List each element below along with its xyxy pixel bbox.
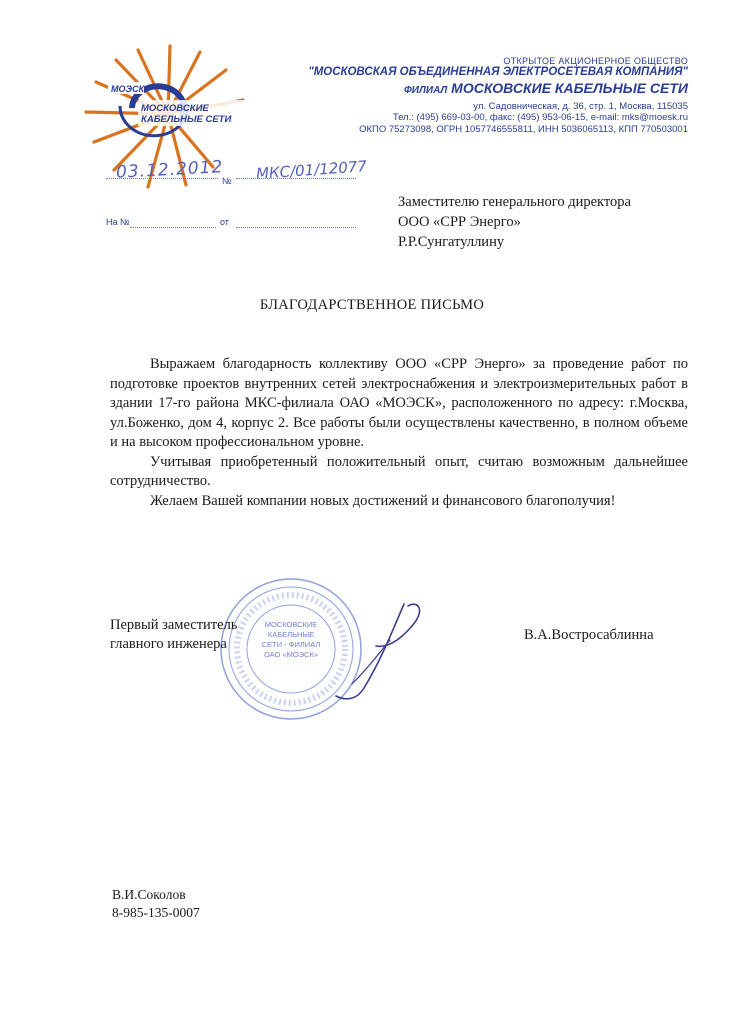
contact-name: В.И.Соколов (112, 887, 186, 902)
letter-body (110, 355, 688, 511)
recipient-line3: Р.Р.Сунгатуллину (398, 234, 505, 250)
company-contacts: Тел.: (495) 669-03-00, факс: (495) 953-06-15, e-mail: mks@moesk.ru (392, 112, 688, 123)
signature-stroke (330, 592, 430, 704)
recipient-block (398, 192, 631, 252)
letter-title: БЛАГОДАРСТВЕННОЕ ПИСЬМО (259, 297, 485, 313)
from-label: от (220, 217, 229, 227)
body-paragraph-3: Желаем Вашей компании новых достижений и финансового благополучия! (150, 492, 616, 509)
company-type: ОТКРЫТОЕ АКЦИОНЕРНОЕ ОБЩЕСТВО (503, 56, 688, 66)
logo-abbrev: МОЭСК (111, 84, 144, 94)
stamp-line4: ОАО «МОЭСК» (263, 650, 319, 659)
company-registration: ОКПО 75273098, ОГРН 1057746555811, ИНН 5036065113, КПП 770503001 (359, 124, 688, 135)
reply-to-line (130, 215, 216, 228)
stamp-line2: КАБЕЛЬНЫЕ (267, 630, 315, 639)
position-line2: главного инженера (110, 636, 227, 652)
handwritten-signature (330, 592, 430, 704)
number-handwritten: МКС/01/12077 (255, 157, 368, 183)
signatory-name: В.А.Востросаблинна (524, 627, 654, 643)
stamp-line3: СЕТИ - ФИЛИАЛ (261, 640, 321, 649)
branch-title (404, 80, 688, 96)
reply-to-label: На № (106, 217, 130, 227)
from-field (236, 215, 356, 228)
contact-person (112, 886, 200, 922)
logo-text-line2: КАБЕЛЬНЫЕ СЕТИ (141, 114, 232, 125)
recipient-line1: Заместителю генерального директора (398, 194, 631, 210)
stamp-text (246, 620, 336, 660)
position-line1: Первый заместитель (110, 617, 238, 633)
contact-phone: 8-985-135-0007 (112, 905, 200, 920)
body-paragraph-1: Выражаем благодарность коллективу ООО «СРР Энерго» за проведение работ по подготовке проектов внутренних сетей электроснабжения и электроизмерительных работ в здании 17-го района МКС-филиала ОАО «МОЭСК», расположенного по адресу: г.Москва, ул.Боженко, дом 4, корпус 2. Все работы были осуществлены качественно, в полном объеме и на высоком профессиональном уровне. (110, 356, 688, 450)
logo-text-line1: МОСКОВСКИЕ (141, 103, 209, 114)
company-name: "МОСКОВСКАЯ ОБЪЕДИНЕННАЯ ЭЛЕКТРОСЕТЕВАЯ КОМПАНИЯ" (308, 66, 688, 78)
recipient-line2: ООО «СРР Энерго» (398, 214, 521, 230)
reply-to-field (130, 215, 216, 228)
stamp-line1: МОСКОВСКИЕ (264, 620, 318, 629)
company-address: ул. Садовническая, д. 36, стр. 1, Москва, 115035 (473, 101, 688, 112)
branch-prefix: ФИЛИАЛ (404, 85, 448, 96)
from-line (236, 215, 356, 228)
number-label: № (222, 176, 232, 186)
branch-name: МОСКОВСКИЕ КАБЕЛЬНЫЕ СЕТИ (451, 80, 688, 96)
body-paragraph-2: Учитывая приобретенный положительный опыт, считаю возможным дальнейшее сотрудничество. (110, 453, 688, 489)
signatory-position (110, 616, 237, 654)
date-handwritten: 03.12.2012 (115, 157, 224, 183)
